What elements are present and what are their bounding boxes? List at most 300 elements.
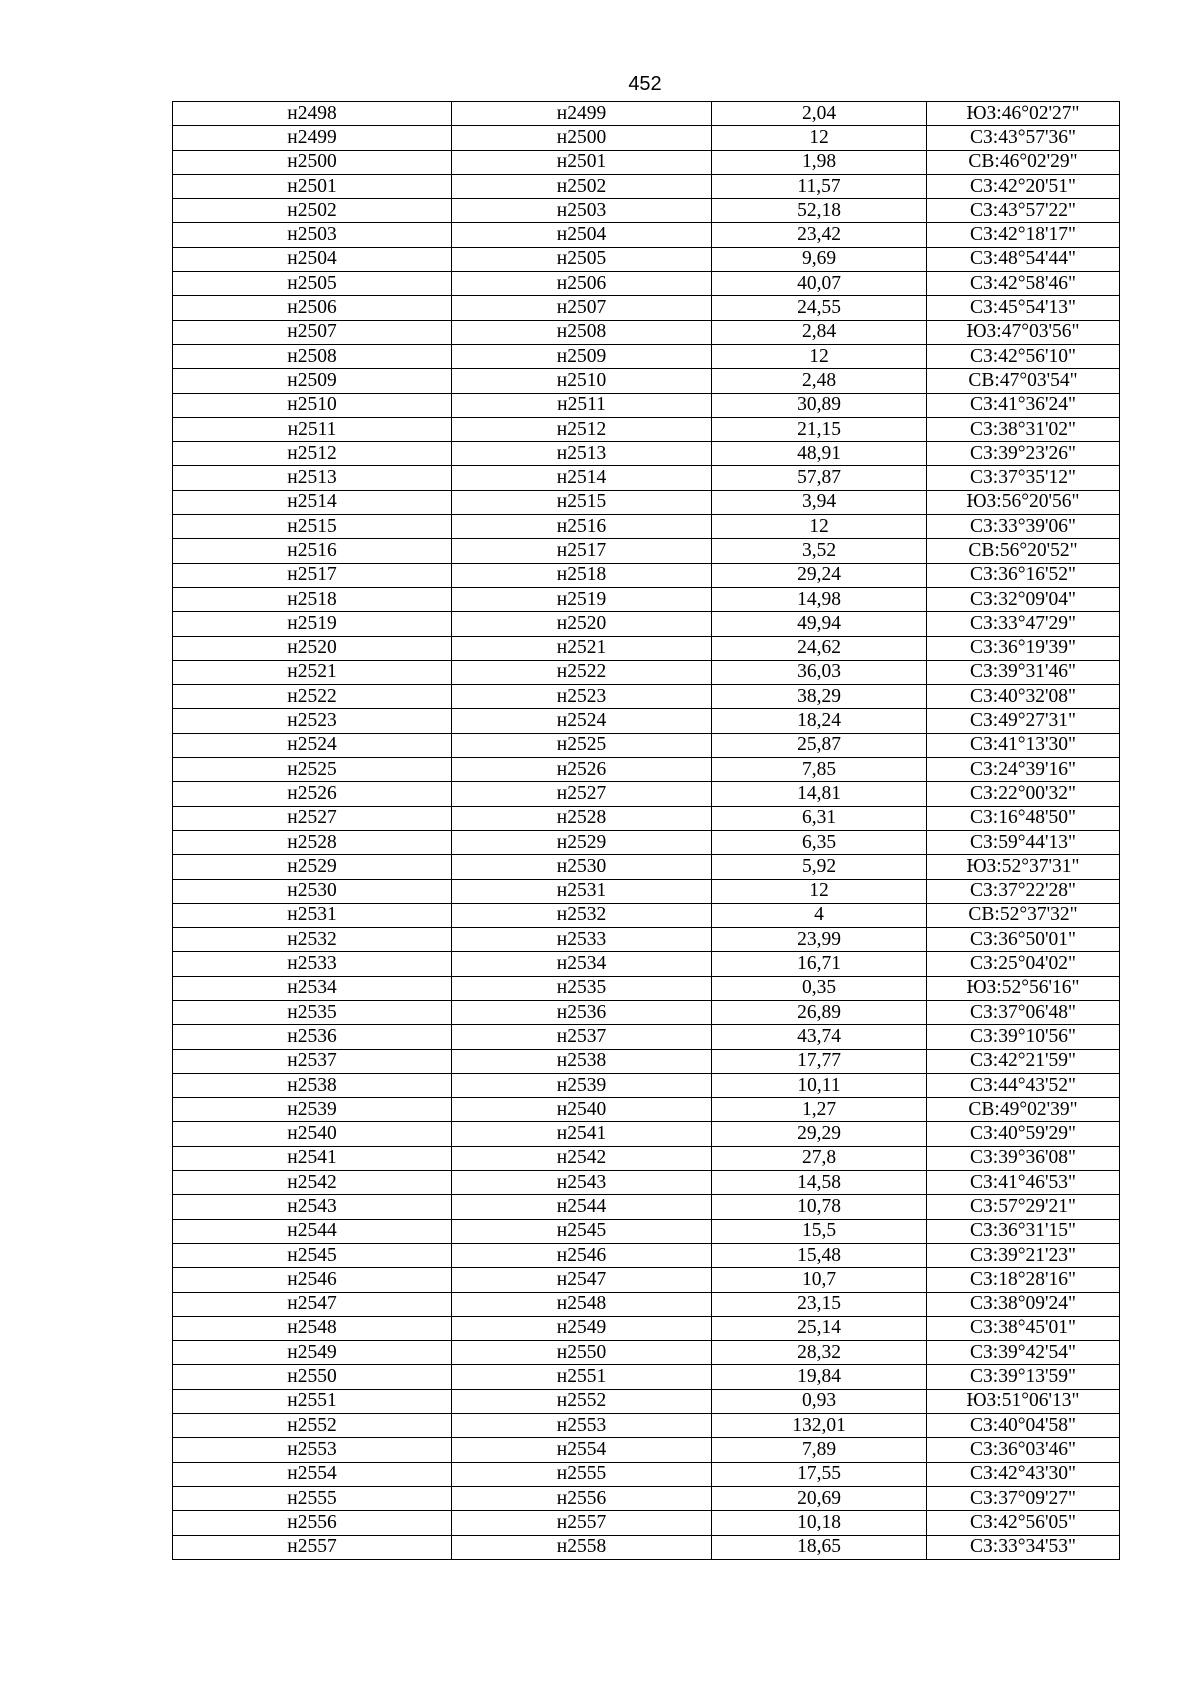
bearing-cell: СЗ:37°22'28" (927, 879, 1120, 903)
distance-cell: 2,04 (712, 102, 927, 126)
to-point-cell: н2539 (452, 1073, 712, 1097)
to-point-cell: н2530 (452, 855, 712, 879)
distance-cell: 23,15 (712, 1292, 927, 1316)
bearing-cell: СЗ:16°48'50" (927, 806, 1120, 830)
bearing-cell: СЗ:40°59'29" (927, 1122, 1120, 1146)
table-row (173, 782, 1120, 806)
bearing-cell: СЗ:39°13'59" (927, 1365, 1120, 1389)
to-point-cell: н2555 (452, 1462, 712, 1486)
distance-cell: 52,18 (712, 199, 927, 223)
from-point-cell: н2520 (173, 636, 452, 660)
to-point-cell: н2526 (452, 758, 712, 782)
bearing-cell: СЗ:39°42'54" (927, 1341, 1120, 1365)
to-point-cell: н2536 (452, 1000, 712, 1024)
distance-cell: 17,55 (712, 1462, 927, 1486)
from-point-cell: н2519 (173, 612, 452, 636)
distance-cell: 11,57 (712, 174, 927, 198)
to-point-cell: н2542 (452, 1146, 712, 1170)
bearing-cell: СЗ:39°31'46" (927, 660, 1120, 684)
to-point-cell: н2517 (452, 539, 712, 563)
table-row (173, 1049, 1120, 1073)
from-point-cell: н2541 (173, 1146, 452, 1170)
distance-cell: 12 (712, 126, 927, 150)
distance-cell: 26,89 (712, 1000, 927, 1024)
from-point-cell: н2551 (173, 1389, 452, 1413)
from-point-cell: н2544 (173, 1219, 452, 1243)
bearing-cell: СЗ:42°21'59" (927, 1049, 1120, 1073)
distance-cell: 40,07 (712, 272, 927, 296)
table-row (173, 539, 1120, 563)
table-row (173, 272, 1120, 296)
bearing-cell: СЗ:40°32'08" (927, 685, 1120, 709)
table-row (173, 1219, 1120, 1243)
distance-cell: 17,77 (712, 1049, 927, 1073)
to-point-cell: н2516 (452, 515, 712, 539)
from-point-cell: н2500 (173, 150, 452, 174)
bearing-cell: СЗ:32°09'04" (927, 587, 1120, 611)
from-point-cell: н2550 (173, 1365, 452, 1389)
distance-cell: 38,29 (712, 685, 927, 709)
to-point-cell: н2515 (452, 490, 712, 514)
table-row (173, 1316, 1120, 1340)
bearing-cell: ЮЗ:56°20'56" (927, 490, 1120, 514)
bearing-cell: СЗ:49°27'31" (927, 709, 1120, 733)
to-point-cell: н2504 (452, 223, 712, 247)
table-row (173, 466, 1120, 490)
from-point-cell: н2499 (173, 126, 452, 150)
distance-cell: 6,31 (712, 806, 927, 830)
bearing-cell: СЗ:22°00'32" (927, 782, 1120, 806)
bearing-cell: СЗ:39°10'56" (927, 1025, 1120, 1049)
bearing-cell: СЗ:39°36'08" (927, 1146, 1120, 1170)
to-point-cell: н2529 (452, 830, 712, 854)
from-point-cell: н2552 (173, 1414, 452, 1438)
bearing-cell: СЗ:36°19'39" (927, 636, 1120, 660)
from-point-cell: н2506 (173, 296, 452, 320)
distance-cell: 14,98 (712, 587, 927, 611)
table-row (173, 1025, 1120, 1049)
bearing-cell: СВ:52°37'32" (927, 903, 1120, 927)
table-row (173, 709, 1120, 733)
distance-cell: 28,32 (712, 1341, 927, 1365)
table-row (173, 1000, 1120, 1024)
from-point-cell: н2556 (173, 1511, 452, 1535)
to-point-cell: н2553 (452, 1414, 712, 1438)
distance-cell: 48,91 (712, 442, 927, 466)
distance-cell: 1,27 (712, 1098, 927, 1122)
distance-cell: 14,81 (712, 782, 927, 806)
table-row (173, 1268, 1120, 1292)
table-row (173, 928, 1120, 952)
bearing-cell: СЗ:33°39'06" (927, 515, 1120, 539)
to-point-cell: н2531 (452, 879, 712, 903)
to-point-cell: н2545 (452, 1219, 712, 1243)
bearing-cell: ЮЗ:52°56'16" (927, 976, 1120, 1000)
to-point-cell: н2548 (452, 1292, 712, 1316)
distance-cell: 24,62 (712, 636, 927, 660)
bearing-cell: СЗ:44°43'52" (927, 1073, 1120, 1097)
from-point-cell: н2557 (173, 1535, 452, 1559)
from-point-cell: н2507 (173, 320, 452, 344)
from-point-cell: н2542 (173, 1171, 452, 1195)
table-body (173, 102, 1120, 1560)
distance-cell: 23,99 (712, 928, 927, 952)
bearing-cell: СЗ:36°31'15" (927, 1219, 1120, 1243)
distance-cell: 43,74 (712, 1025, 927, 1049)
distance-cell: 24,55 (712, 296, 927, 320)
table-row (173, 1438, 1120, 1462)
table-row (173, 587, 1120, 611)
from-point-cell: н2524 (173, 733, 452, 757)
bearing-cell: СЗ:33°47'29" (927, 612, 1120, 636)
table-row (173, 223, 1120, 247)
to-point-cell: н2505 (452, 247, 712, 271)
to-point-cell: н2556 (452, 1486, 712, 1510)
table-row (173, 806, 1120, 830)
from-point-cell: н2553 (173, 1438, 452, 1462)
table-row (173, 126, 1120, 150)
to-point-cell: н2547 (452, 1268, 712, 1292)
to-point-cell: н2540 (452, 1098, 712, 1122)
table-row (173, 1195, 1120, 1219)
table-row (173, 1146, 1120, 1170)
to-point-cell: н2520 (452, 612, 712, 636)
distance-cell: 15,5 (712, 1219, 927, 1243)
to-point-cell: н2519 (452, 587, 712, 611)
from-point-cell: н2534 (173, 976, 452, 1000)
to-point-cell: н2511 (452, 393, 712, 417)
from-point-cell: н2523 (173, 709, 452, 733)
from-point-cell: н2505 (173, 272, 452, 296)
table-row (173, 150, 1120, 174)
from-point-cell: н2527 (173, 806, 452, 830)
to-point-cell: н2499 (452, 102, 712, 126)
distance-cell: 9,69 (712, 247, 927, 271)
bearing-cell: СЗ:43°57'22" (927, 199, 1120, 223)
bearing-cell: СЗ:37°35'12" (927, 466, 1120, 490)
from-point-cell: н2521 (173, 660, 452, 684)
bearing-cell: СВ:49°02'39" (927, 1098, 1120, 1122)
bearing-cell: СЗ:36°50'01" (927, 928, 1120, 952)
table-row (173, 320, 1120, 344)
bearing-cell: СЗ:41°36'24" (927, 393, 1120, 417)
to-point-cell: н2558 (452, 1535, 712, 1559)
distance-cell: 10,78 (712, 1195, 927, 1219)
to-point-cell: н2535 (452, 976, 712, 1000)
distance-cell: 0,93 (712, 1389, 927, 1413)
bearing-cell: СЗ:57°29'21" (927, 1195, 1120, 1219)
bearing-cell: СЗ:37°06'48" (927, 1000, 1120, 1024)
table-row (173, 903, 1120, 927)
bearing-cell: СЗ:33°34'53" (927, 1535, 1120, 1559)
from-point-cell: н2515 (173, 515, 452, 539)
table-row (173, 660, 1120, 684)
from-point-cell: н2549 (173, 1341, 452, 1365)
table-row (173, 1535, 1120, 1559)
to-point-cell: н2503 (452, 199, 712, 223)
distance-cell: 3,94 (712, 490, 927, 514)
from-point-cell: н2533 (173, 952, 452, 976)
from-point-cell: н2545 (173, 1243, 452, 1267)
from-point-cell: н2529 (173, 855, 452, 879)
from-point-cell: н2531 (173, 903, 452, 927)
to-point-cell: н2500 (452, 126, 712, 150)
from-point-cell: н2501 (173, 174, 452, 198)
distance-cell: 30,89 (712, 393, 927, 417)
from-point-cell: н2504 (173, 247, 452, 271)
bearing-cell: СЗ:43°57'36" (927, 126, 1120, 150)
from-point-cell: н2513 (173, 466, 452, 490)
distance-cell: 5,92 (712, 855, 927, 879)
to-point-cell: н2522 (452, 660, 712, 684)
distance-cell: 10,18 (712, 1511, 927, 1535)
bearing-cell: ЮЗ:51°06'13" (927, 1389, 1120, 1413)
distance-cell: 15,48 (712, 1243, 927, 1267)
to-point-cell: н2544 (452, 1195, 712, 1219)
table-row (173, 758, 1120, 782)
table-row (173, 417, 1120, 441)
from-point-cell: н2537 (173, 1049, 452, 1073)
bearing-cell: СЗ:37°09'27" (927, 1486, 1120, 1510)
to-point-cell: н2521 (452, 636, 712, 660)
table-row (173, 1122, 1120, 1146)
distance-cell: 20,69 (712, 1486, 927, 1510)
distance-cell: 2,48 (712, 369, 927, 393)
distance-cell: 18,24 (712, 709, 927, 733)
bearing-cell: СВ:56°20'52" (927, 539, 1120, 563)
bearing-cell: СЗ:38°31'02" (927, 417, 1120, 441)
bearing-cell: СЗ:48°54'44" (927, 247, 1120, 271)
to-point-cell: н2552 (452, 1389, 712, 1413)
distance-cell: 14,58 (712, 1171, 927, 1195)
table-row (173, 1486, 1120, 1510)
bearing-cell: СЗ:42°58'46" (927, 272, 1120, 296)
from-point-cell: н2503 (173, 223, 452, 247)
distance-cell: 29,24 (712, 563, 927, 587)
bearing-cell: СЗ:59°44'13" (927, 830, 1120, 854)
from-point-cell: н2546 (173, 1268, 452, 1292)
table-row (173, 490, 1120, 514)
distance-cell: 0,35 (712, 976, 927, 1000)
bearing-cell: ЮЗ:47°03'56" (927, 320, 1120, 344)
distance-cell: 57,87 (712, 466, 927, 490)
bearing-cell: СЗ:25°04'02" (927, 952, 1120, 976)
bearing-cell: ЮЗ:52°37'31" (927, 855, 1120, 879)
table-row (173, 1243, 1120, 1267)
table-row (173, 199, 1120, 223)
to-point-cell: н2506 (452, 272, 712, 296)
distance-cell: 132,01 (712, 1414, 927, 1438)
to-point-cell: н2507 (452, 296, 712, 320)
from-point-cell: н2548 (173, 1316, 452, 1340)
to-point-cell: н2549 (452, 1316, 712, 1340)
from-point-cell: н2540 (173, 1122, 452, 1146)
to-point-cell: н2534 (452, 952, 712, 976)
table-row (173, 830, 1120, 854)
from-point-cell: н2502 (173, 199, 452, 223)
to-point-cell: н2543 (452, 1171, 712, 1195)
from-point-cell: н2526 (173, 782, 452, 806)
distance-cell: 25,87 (712, 733, 927, 757)
table-row (173, 1292, 1120, 1316)
to-point-cell: н2533 (452, 928, 712, 952)
distance-cell: 3,52 (712, 539, 927, 563)
distance-cell: 4 (712, 903, 927, 927)
to-point-cell: н2509 (452, 344, 712, 368)
table-row (173, 879, 1120, 903)
bearing-cell: СЗ:36°16'52" (927, 563, 1120, 587)
distance-cell: 23,42 (712, 223, 927, 247)
from-point-cell: н2508 (173, 344, 452, 368)
distance-cell: 21,15 (712, 417, 927, 441)
bearing-cell: ЮЗ:46°02'27" (927, 102, 1120, 126)
to-point-cell: н2518 (452, 563, 712, 587)
bearing-cell: СЗ:42°56'05" (927, 1511, 1120, 1535)
from-point-cell: н2525 (173, 758, 452, 782)
distance-cell: 29,29 (712, 1122, 927, 1146)
distance-cell: 12 (712, 344, 927, 368)
from-point-cell: н2498 (173, 102, 452, 126)
table-row (173, 1365, 1120, 1389)
table-row (173, 612, 1120, 636)
distance-cell: 7,89 (712, 1438, 927, 1462)
to-point-cell: н2501 (452, 150, 712, 174)
bearing-cell: СЗ:45°54'13" (927, 296, 1120, 320)
to-point-cell: н2512 (452, 417, 712, 441)
to-point-cell: н2546 (452, 1243, 712, 1267)
table-row (173, 636, 1120, 660)
to-point-cell: н2502 (452, 174, 712, 198)
from-point-cell: н2530 (173, 879, 452, 903)
distance-cell: 12 (712, 879, 927, 903)
bearing-cell: СЗ:38°45'01" (927, 1316, 1120, 1340)
to-point-cell: н2532 (452, 903, 712, 927)
table-row (173, 855, 1120, 879)
table-row (173, 1171, 1120, 1195)
distance-cell: 12 (712, 515, 927, 539)
from-point-cell: н2522 (173, 685, 452, 709)
to-point-cell: н2513 (452, 442, 712, 466)
from-point-cell: н2539 (173, 1098, 452, 1122)
bearing-cell: СЗ:40°04'58" (927, 1414, 1120, 1438)
from-point-cell: н2518 (173, 587, 452, 611)
distance-cell: 25,14 (712, 1316, 927, 1340)
from-point-cell: н2547 (173, 1292, 452, 1316)
from-point-cell: н2517 (173, 563, 452, 587)
from-point-cell: н2543 (173, 1195, 452, 1219)
table-row (173, 685, 1120, 709)
from-point-cell: н2538 (173, 1073, 452, 1097)
table-row (173, 393, 1120, 417)
table-row (173, 952, 1120, 976)
bearing-cell: СЗ:39°23'26" (927, 442, 1120, 466)
bearing-cell: СВ:46°02'29" (927, 150, 1120, 174)
from-point-cell: н2516 (173, 539, 452, 563)
table-row (173, 174, 1120, 198)
to-point-cell: н2525 (452, 733, 712, 757)
to-point-cell: н2514 (452, 466, 712, 490)
distance-cell: 49,94 (712, 612, 927, 636)
to-point-cell: н2537 (452, 1025, 712, 1049)
bearing-cell: СЗ:41°13'30" (927, 733, 1120, 757)
distance-cell: 27,8 (712, 1146, 927, 1170)
from-point-cell: н2536 (173, 1025, 452, 1049)
bearing-cell: СЗ:38°09'24" (927, 1292, 1120, 1316)
table-row (173, 733, 1120, 757)
from-point-cell: н2555 (173, 1486, 452, 1510)
to-point-cell: н2557 (452, 1511, 712, 1535)
table-row (173, 1462, 1120, 1486)
table-row (173, 1098, 1120, 1122)
distance-cell: 18,65 (712, 1535, 927, 1559)
table-row (173, 1073, 1120, 1097)
to-point-cell: н2524 (452, 709, 712, 733)
to-point-cell: н2527 (452, 782, 712, 806)
table-row (173, 102, 1120, 126)
from-point-cell: н2554 (173, 1462, 452, 1486)
distance-cell: 16,71 (712, 952, 927, 976)
to-point-cell: н2550 (452, 1341, 712, 1365)
distance-cell: 7,85 (712, 758, 927, 782)
to-point-cell: н2538 (452, 1049, 712, 1073)
table-row (173, 247, 1120, 271)
page-number: 452 (628, 73, 662, 95)
distance-cell: 2,84 (712, 320, 927, 344)
table-row (173, 515, 1120, 539)
table-row (173, 976, 1120, 1000)
table-row (173, 1341, 1120, 1365)
to-point-cell: н2528 (452, 806, 712, 830)
bearing-cell: СЗ:42°20'51" (927, 174, 1120, 198)
bearing-cell: СЗ:39°21'23" (927, 1243, 1120, 1267)
distance-cell: 10,11 (712, 1073, 927, 1097)
bearing-cell: СЗ:42°18'17" (927, 223, 1120, 247)
table-row (173, 296, 1120, 320)
to-point-cell: н2554 (452, 1438, 712, 1462)
distance-cell: 19,84 (712, 1365, 927, 1389)
table-row (173, 369, 1120, 393)
from-point-cell: н2509 (173, 369, 452, 393)
from-point-cell: н2535 (173, 1000, 452, 1024)
table-row (173, 563, 1120, 587)
from-point-cell: н2528 (173, 830, 452, 854)
from-point-cell: н2510 (173, 393, 452, 417)
table-row (173, 344, 1120, 368)
from-point-cell: н2514 (173, 490, 452, 514)
bearing-cell: СЗ:24°39'16" (927, 758, 1120, 782)
bearing-cell: СВ:47°03'54" (927, 369, 1120, 393)
bearing-cell: СЗ:42°56'10" (927, 344, 1120, 368)
from-point-cell: н2512 (173, 442, 452, 466)
bearing-cell: СЗ:18°28'16" (927, 1268, 1120, 1292)
to-point-cell: н2523 (452, 685, 712, 709)
bearing-cell: СЗ:36°03'46" (927, 1438, 1120, 1462)
table-row (173, 442, 1120, 466)
survey-table (172, 101, 1120, 1560)
to-point-cell: н2508 (452, 320, 712, 344)
to-point-cell: н2551 (452, 1365, 712, 1389)
table-row (173, 1414, 1120, 1438)
to-point-cell: н2510 (452, 369, 712, 393)
table-row (173, 1389, 1120, 1413)
distance-cell: 36,03 (712, 660, 927, 684)
to-point-cell: н2541 (452, 1122, 712, 1146)
distance-cell: 6,35 (712, 830, 927, 854)
bearing-cell: СЗ:42°43'30" (927, 1462, 1120, 1486)
from-point-cell: н2532 (173, 928, 452, 952)
distance-cell: 1,98 (712, 150, 927, 174)
bearing-cell: СЗ:41°46'53" (927, 1171, 1120, 1195)
